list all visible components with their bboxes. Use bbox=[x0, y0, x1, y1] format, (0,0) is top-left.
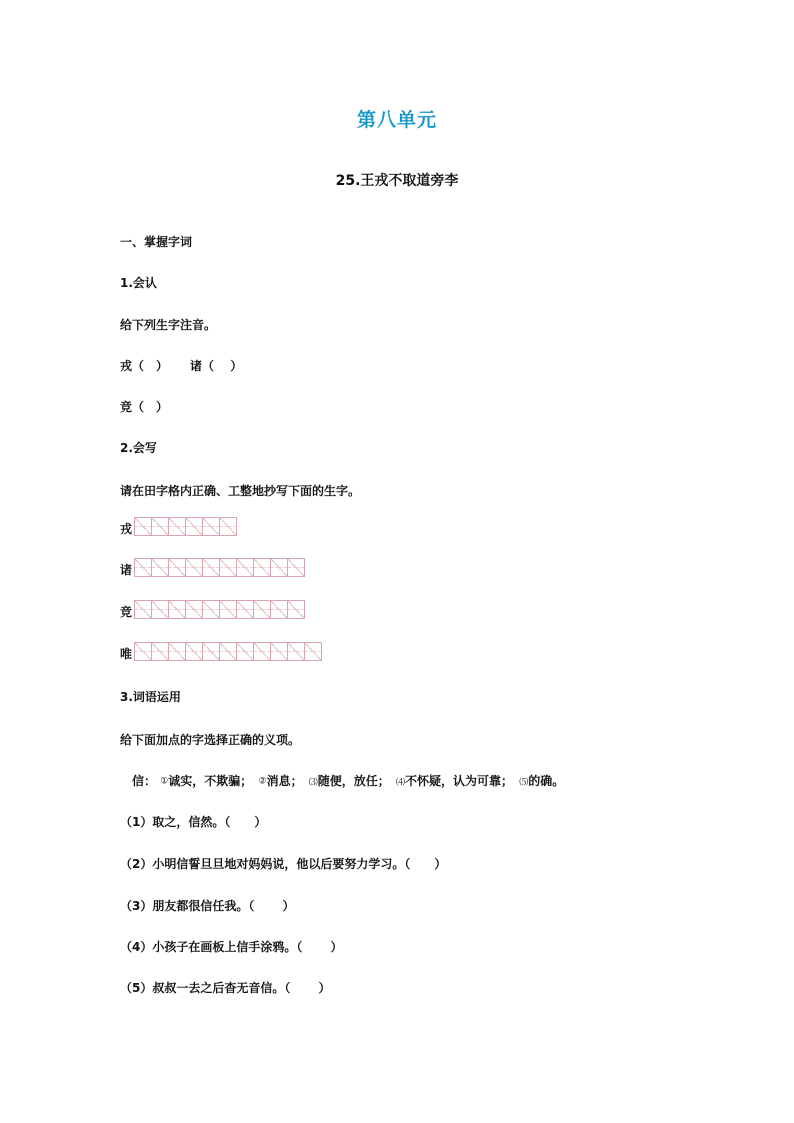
pinyin-item-rong: 戎（ ） bbox=[120, 359, 169, 373]
meaning-options bbox=[132, 772, 566, 789]
writing-cell[interactable] bbox=[254, 601, 271, 618]
writing-cell[interactable] bbox=[169, 601, 186, 618]
writing-char: 戎 bbox=[120, 522, 133, 536]
writing-cell[interactable] bbox=[203, 518, 220, 535]
option-1: ①诚实，不欺骗； bbox=[160, 774, 253, 788]
option-3: ⑶随便，放任； bbox=[308, 774, 390, 788]
writing-row-wei bbox=[120, 641, 322, 661]
writing-row-jing bbox=[120, 599, 305, 619]
writing-cell[interactable] bbox=[169, 518, 186, 535]
writing-cell[interactable] bbox=[186, 559, 203, 576]
writing-cell[interactable] bbox=[220, 643, 237, 660]
writing-cell[interactable] bbox=[169, 643, 186, 660]
writing-cell[interactable] bbox=[220, 559, 237, 576]
writing-cell[interactable] bbox=[152, 601, 169, 618]
writing-cell[interactable] bbox=[135, 518, 152, 535]
pinyin-item-zhu: 诸（ ） bbox=[190, 359, 243, 373]
writing-cell[interactable] bbox=[271, 601, 288, 618]
writing-cell[interactable] bbox=[220, 518, 237, 535]
section-heading: 一、掌握字词 bbox=[120, 235, 193, 249]
tianzige-grid[interactable] bbox=[134, 517, 237, 536]
writing-cell[interactable] bbox=[203, 601, 220, 618]
part2-instruction: 请在田字格内正确、工整地抄写下面的生字。 bbox=[120, 484, 361, 498]
writing-cell[interactable] bbox=[152, 518, 169, 535]
part1-instruction: 给下列生字注音。 bbox=[120, 318, 217, 332]
question-4: （4）小孩子在画板上信手涂鸦。（ ） bbox=[120, 940, 343, 954]
writing-cell[interactable] bbox=[254, 559, 271, 576]
question-5: （5）叔叔一去之后杳无音信。（ ） bbox=[120, 981, 331, 995]
part3-heading: 3.词语运用 bbox=[120, 690, 181, 704]
tianzige-grid[interactable] bbox=[134, 600, 305, 619]
writing-cell[interactable] bbox=[135, 643, 152, 660]
writing-cell[interactable] bbox=[135, 601, 152, 618]
writing-cell[interactable] bbox=[271, 559, 288, 576]
writing-char: 诸 bbox=[120, 563, 133, 577]
writing-cell[interactable] bbox=[288, 601, 305, 618]
part3-instruction: 给下面加点的字选择正确的义项。 bbox=[120, 733, 301, 747]
option-2: ②消息； bbox=[258, 774, 303, 788]
writing-cell[interactable] bbox=[254, 643, 271, 660]
page-title: 第八单元 bbox=[356, 109, 437, 131]
target-word: 信： bbox=[132, 774, 157, 788]
option-4: ⑷不怀疑，认为可靠； bbox=[395, 774, 514, 788]
tianzige-grid[interactable] bbox=[134, 642, 322, 661]
tianzige-grid[interactable] bbox=[134, 558, 305, 577]
pinyin-row-2: 竞（ ） bbox=[120, 400, 169, 414]
writing-cell[interactable] bbox=[271, 643, 288, 660]
writing-cell[interactable] bbox=[203, 559, 220, 576]
writing-cell[interactable] bbox=[186, 601, 203, 618]
writing-cell[interactable] bbox=[169, 559, 186, 576]
writing-cell[interactable] bbox=[305, 643, 322, 660]
writing-cell[interactable] bbox=[288, 559, 305, 576]
lesson-title: 25.王戎不取道旁李 bbox=[335, 173, 459, 189]
writing-cell[interactable] bbox=[288, 643, 305, 660]
writing-cell[interactable] bbox=[237, 601, 254, 618]
question-2: （2）小明信誓旦旦地对妈妈说，他以后要努力学习。（ ） bbox=[120, 857, 447, 871]
writing-cell[interactable] bbox=[186, 643, 203, 660]
writing-cell[interactable] bbox=[186, 518, 203, 535]
writing-cell[interactable] bbox=[135, 559, 152, 576]
question-3: （3）朋友都很信任我。（ ） bbox=[120, 899, 295, 913]
option-5: ⑸的确。 bbox=[519, 774, 565, 788]
writing-cell[interactable] bbox=[203, 643, 220, 660]
writing-cell[interactable] bbox=[237, 559, 254, 576]
question-1: （1）取之，信然。（ ） bbox=[120, 815, 267, 829]
writing-cell[interactable] bbox=[152, 643, 169, 660]
writing-row-zhu bbox=[120, 557, 305, 577]
writing-cell[interactable] bbox=[220, 601, 237, 618]
writing-cell[interactable] bbox=[237, 643, 254, 660]
writing-row-rong bbox=[120, 516, 237, 536]
pinyin-row-1 bbox=[120, 357, 242, 374]
part2-heading: 2.会写 bbox=[120, 441, 157, 455]
writing-char: 唯 bbox=[120, 647, 133, 661]
writing-cell[interactable] bbox=[152, 559, 169, 576]
part1-heading: 1.会认 bbox=[120, 276, 157, 290]
writing-char: 竞 bbox=[120, 605, 133, 619]
